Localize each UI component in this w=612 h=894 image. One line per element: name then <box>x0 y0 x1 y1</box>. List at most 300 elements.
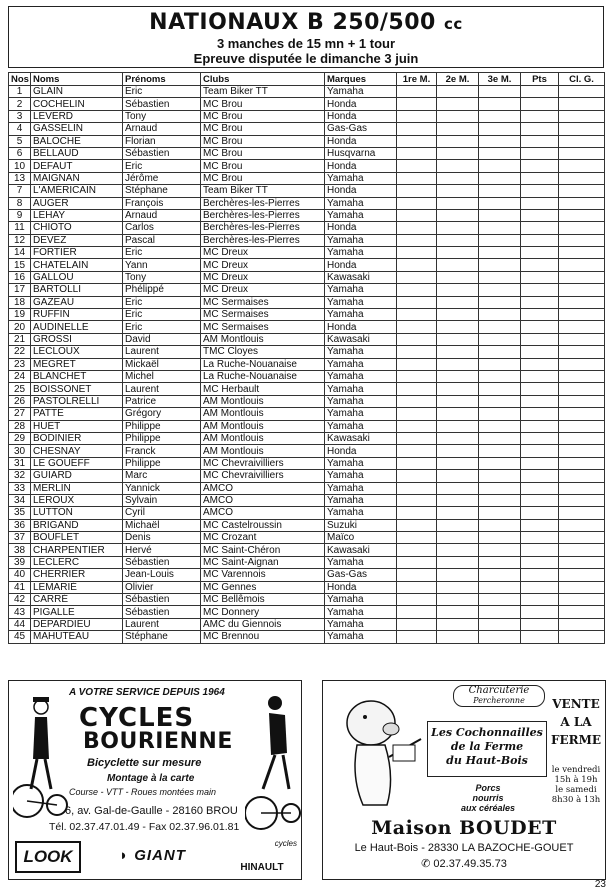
table-cell: L'AMÉRICAIN <box>31 185 123 197</box>
table-cell <box>559 259 605 271</box>
column-header: Marques <box>325 73 397 86</box>
table-cell: Yamaha <box>325 556 397 568</box>
table-cell: CARRÉ <box>31 594 123 606</box>
table-row <box>9 110 605 122</box>
table-cell <box>521 358 559 370</box>
table-cell: MC Brou <box>201 147 325 159</box>
table-cell <box>521 432 559 444</box>
hinault-logo <box>227 839 297 875</box>
table-cell: Yamaha <box>325 284 397 296</box>
table-cell <box>397 544 437 556</box>
page-title <box>9 11 603 36</box>
table-cell: 30 <box>9 445 31 457</box>
table-cell <box>559 247 605 259</box>
table-cell: Yamaha <box>325 618 397 630</box>
table-cell: AMCO <box>201 494 325 506</box>
hinault-logo-text: HINAULT <box>240 862 284 873</box>
table-cell <box>437 135 479 147</box>
table-cell: AM Montlouis <box>201 432 325 444</box>
table-cell <box>437 482 479 494</box>
table-cell <box>559 222 605 234</box>
table-cell <box>479 98 521 110</box>
table-cell: AM Montlouis <box>201 395 325 407</box>
table-cell: 4 <box>9 123 31 135</box>
table-cell: LUTTON <box>31 507 123 519</box>
table-cell <box>437 383 479 395</box>
table-cell <box>559 494 605 506</box>
table-cell <box>521 606 559 618</box>
table-cell <box>521 494 559 506</box>
table-cell: 14 <box>9 247 31 259</box>
table-cell <box>437 259 479 271</box>
table-cell: Phélippé <box>123 284 201 296</box>
table-cell: LEHAY <box>31 209 123 221</box>
table-cell <box>521 594 559 606</box>
table-cell <box>437 346 479 358</box>
table-cell: Yamaha <box>325 457 397 469</box>
table-cell: 23 <box>9 358 31 370</box>
table-cell <box>437 284 479 296</box>
table-cell: 44 <box>9 618 31 630</box>
table-cell <box>397 222 437 234</box>
table-cell: 13 <box>9 172 31 184</box>
table-cell: Gas-Gas <box>325 569 397 581</box>
pig-icon <box>329 687 429 811</box>
table-row <box>9 544 605 556</box>
table-cell <box>559 358 605 370</box>
table-cell: Honda <box>325 445 397 457</box>
table-row <box>9 259 605 271</box>
table-cell <box>397 284 437 296</box>
table-cell: 42 <box>9 594 31 606</box>
table-cell <box>437 197 479 209</box>
table-cell <box>397 110 437 122</box>
table-cell: MC Sermaises <box>201 321 325 333</box>
vintage-cyclist-icon <box>13 689 69 829</box>
table-cell <box>559 544 605 556</box>
table-cell <box>479 346 521 358</box>
table-cell: Eric <box>123 321 201 333</box>
table-cell <box>479 234 521 246</box>
table-row <box>9 135 605 147</box>
table-cell <box>397 569 437 581</box>
table-cell <box>437 98 479 110</box>
ad-phone: ✆ 02.37.49.35.73 <box>421 858 507 870</box>
table-cell <box>479 123 521 135</box>
table-cell: PATTE <box>31 408 123 420</box>
table-cell <box>521 420 559 432</box>
table-cell: Yamaha <box>325 507 397 519</box>
table-cell: 37 <box>9 532 31 544</box>
table-cell: BOISSONET <box>31 383 123 395</box>
table-cell <box>397 271 437 283</box>
table-cell <box>479 147 521 159</box>
table-cell <box>521 383 559 395</box>
column-header: Prénoms <box>123 73 201 86</box>
table-row <box>9 358 605 370</box>
table-row <box>9 519 605 531</box>
table-cell <box>521 197 559 209</box>
table-cell: Eric <box>123 86 201 98</box>
table-cell: 28 <box>9 420 31 432</box>
table-cell <box>437 470 479 482</box>
table-cell: 26 <box>9 395 31 407</box>
table-cell <box>559 185 605 197</box>
table-cell <box>437 457 479 469</box>
table-cell <box>437 581 479 593</box>
table-row <box>9 333 605 345</box>
table-cell: MC Gennes <box>201 581 325 593</box>
table-cell <box>479 135 521 147</box>
ad-product-line2: de la Ferme <box>450 740 524 753</box>
table-cell <box>559 296 605 308</box>
table-cell: AM Montlouis <box>201 408 325 420</box>
table-cell: Philippe <box>123 432 201 444</box>
table-cell <box>437 296 479 308</box>
table-row <box>9 420 605 432</box>
table-cell: MC Crozant <box>201 532 325 544</box>
table-cell <box>559 532 605 544</box>
ad-hours-line3: le samedi <box>555 785 597 795</box>
table-cell: RUFFIN <box>31 309 123 321</box>
table-cell: La Ruche-Nouanaise <box>201 370 325 382</box>
table-cell <box>437 321 479 333</box>
ad-porcs-text <box>443 783 533 813</box>
table-cell: AUDINELLE <box>31 321 123 333</box>
table-row <box>9 370 605 382</box>
table-cell: Honda <box>325 160 397 172</box>
table-cell <box>479 333 521 345</box>
table-cell: Yamaha <box>325 296 397 308</box>
table-cell: Hervé <box>123 544 201 556</box>
ad-product-box <box>427 721 547 777</box>
table-cell: 34 <box>9 494 31 506</box>
table-cell <box>437 185 479 197</box>
table-cell <box>559 172 605 184</box>
table-cell: Sébastien <box>123 556 201 568</box>
table-cell: Sylvain <box>123 494 201 506</box>
title-text: NATIONAUX B 250/500 <box>149 10 436 35</box>
table-cell <box>397 395 437 407</box>
table-cell: COCHELIN <box>31 98 123 110</box>
column-header: Noms <box>31 73 123 86</box>
table-cell: HUET <box>31 420 123 432</box>
table-cell <box>479 247 521 259</box>
ad-banner <box>453 685 545 707</box>
table-cell <box>437 358 479 370</box>
table-cell <box>559 135 605 147</box>
table-cell <box>521 569 559 581</box>
table-cell: 10 <box>9 160 31 172</box>
table-cell <box>559 309 605 321</box>
table-cell: 11 <box>9 222 31 234</box>
table-cell <box>397 494 437 506</box>
table-cell <box>479 309 521 321</box>
table-cell <box>559 333 605 345</box>
ad-phone: Tél. 02.37.47.01.49 - Fax 02.37.96.01.81 <box>49 821 240 833</box>
table-row <box>9 234 605 246</box>
table-cell: Denis <box>123 532 201 544</box>
table-cell: 9 <box>9 209 31 221</box>
table-cell: DEFAUT <box>31 160 123 172</box>
table-cell: Yamaha <box>325 346 397 358</box>
table-cell <box>479 209 521 221</box>
ad-shop-name-line2: BOURIENNE <box>83 729 233 754</box>
table-cell: Yamaha <box>325 234 397 246</box>
table-cell: BARTOLLI <box>31 284 123 296</box>
table-cell <box>397 86 437 98</box>
table-cell: 32 <box>9 470 31 482</box>
table-cell <box>437 110 479 122</box>
table-cell: BOUFLET <box>31 532 123 544</box>
ad-vente-line2: A LA <box>560 715 592 729</box>
table-cell: 2 <box>9 98 31 110</box>
table-cell: 41 <box>9 581 31 593</box>
table-cell: Kawasaki <box>325 333 397 345</box>
table-cell <box>397 445 437 457</box>
table-cell: 38 <box>9 544 31 556</box>
table-cell <box>437 606 479 618</box>
table-cell <box>521 457 559 469</box>
table-cell <box>479 482 521 494</box>
table-cell <box>479 631 521 643</box>
table-row <box>9 445 605 457</box>
table-cell <box>397 98 437 110</box>
table-cell: AUGER <box>31 197 123 209</box>
table-cell: Yamaha <box>325 197 397 209</box>
table-row <box>9 556 605 568</box>
table-cell <box>479 532 521 544</box>
table-cell <box>479 408 521 420</box>
table-cell: Yamaha <box>325 594 397 606</box>
table-cell <box>397 408 437 420</box>
table-cell: Yamaha <box>325 209 397 221</box>
table-cell: Yamaha <box>325 395 397 407</box>
table-row <box>9 470 605 482</box>
ad-hours-line2: 15h à 19h <box>554 775 598 785</box>
table-cell <box>521 222 559 234</box>
page-number: 23 <box>594 879 606 890</box>
table-cell <box>437 86 479 98</box>
ad-porcs-line3: aux céréales <box>460 803 516 813</box>
table-row <box>9 606 605 618</box>
table-row <box>9 631 605 643</box>
table-cell <box>521 507 559 519</box>
table-cell: 40 <box>9 569 31 581</box>
table-row <box>9 594 605 606</box>
table-cell <box>559 160 605 172</box>
table-cell: CHESNAY <box>31 445 123 457</box>
table-cell <box>521 482 559 494</box>
page-subtitle-date: Epreuve disputée le dimanche 3 juin <box>193 51 419 66</box>
table-row <box>9 581 605 593</box>
table-cell <box>559 556 605 568</box>
table-cell <box>397 457 437 469</box>
table-cell <box>521 556 559 568</box>
table-cell <box>521 519 559 531</box>
table-cell <box>479 358 521 370</box>
table-cell <box>479 383 521 395</box>
table-cell: Carlos <box>123 222 201 234</box>
table-cell: Jean-Louis <box>123 569 201 581</box>
table-cell <box>437 147 479 159</box>
table-cell <box>521 445 559 457</box>
table-cell <box>479 594 521 606</box>
table-cell: Yamaha <box>325 383 397 395</box>
table-cell: 15 <box>9 259 31 271</box>
ad-business-name: Maison BOUDET <box>371 817 557 839</box>
table-cell <box>437 395 479 407</box>
table-cell <box>559 594 605 606</box>
column-header: 3e M. <box>479 73 521 86</box>
table-cell: AM Montlouis <box>201 333 325 345</box>
ad-address: 6, av. Gal-de-Gaulle - 28160 BROU <box>65 805 238 817</box>
table-cell: Marc <box>123 470 201 482</box>
table-row <box>9 284 605 296</box>
table-cell <box>479 519 521 531</box>
table-cell: MC Bellêmois <box>201 594 325 606</box>
table-row <box>9 321 605 333</box>
table-cell: 45 <box>9 631 31 643</box>
giant-logo <box>119 847 186 864</box>
table-cell: GAZEAU <box>31 296 123 308</box>
table-cell <box>479 86 521 98</box>
page-subtitle: 3 manches de 15 mn + 1 tour <box>216 36 396 51</box>
table-cell <box>559 197 605 209</box>
table-cell: Yamaha <box>325 247 397 259</box>
table-header-row <box>9 73 605 86</box>
ad-hours-line4: 8h30 à 13h <box>551 795 601 805</box>
table-cell: Laurent <box>123 346 201 358</box>
table-cell: 8 <box>9 197 31 209</box>
table-row <box>9 346 605 358</box>
table-cell <box>559 631 605 643</box>
table-cell: 29 <box>9 432 31 444</box>
ad-vente-line3: FERME <box>550 733 602 747</box>
table-cell: Mickaël <box>123 358 201 370</box>
table-cell <box>559 519 605 531</box>
table-cell: Yamaha <box>325 86 397 98</box>
table-cell: Yamaha <box>325 494 397 506</box>
table-cell <box>437 631 479 643</box>
table-cell: 43 <box>9 606 31 618</box>
table-cell: BODINIER <box>31 432 123 444</box>
table-row <box>9 98 605 110</box>
table-cell <box>521 284 559 296</box>
table-cell <box>479 556 521 568</box>
table-cell: MEGRET <box>31 358 123 370</box>
table-cell: Sébastien <box>123 606 201 618</box>
table-cell: 31 <box>9 457 31 469</box>
table-cell <box>397 147 437 159</box>
table-cell: MAHUTEAU <box>31 631 123 643</box>
table-cell <box>397 618 437 630</box>
table-cell: MC Chevraivilliers <box>201 470 325 482</box>
table-cell: 33 <box>9 482 31 494</box>
table-cell <box>397 197 437 209</box>
table-cell <box>559 457 605 469</box>
table-cell: Arnaud <box>123 209 201 221</box>
table-cell: David <box>123 333 201 345</box>
table-cell <box>559 321 605 333</box>
table-cell <box>521 631 559 643</box>
ad-maison-boudet <box>322 680 606 880</box>
table-cell: Suzuki <box>325 519 397 531</box>
table-cell: MC Sermaises <box>201 296 325 308</box>
table-row <box>9 395 605 407</box>
table-cell <box>479 445 521 457</box>
table-cell: LEROUX <box>31 494 123 506</box>
table-cell: MC Herbault <box>201 383 325 395</box>
table-cell: Tony <box>123 271 201 283</box>
table-cell <box>479 507 521 519</box>
table-cell: Philippe <box>123 457 201 469</box>
table-cell: Gas-Gas <box>325 123 397 135</box>
table-cell <box>437 234 479 246</box>
table-cell: 21 <box>9 333 31 345</box>
table-cell <box>559 271 605 283</box>
table-cell <box>437 544 479 556</box>
table-cell: Olivier <box>123 581 201 593</box>
table-row <box>9 172 605 184</box>
table-cell: MC Saint-Chéron <box>201 544 325 556</box>
table-cell: Tony <box>123 110 201 122</box>
table-cell <box>397 383 437 395</box>
table-cell: CHIOTO <box>31 222 123 234</box>
table-cell: 5 <box>9 135 31 147</box>
table-cell: 22 <box>9 346 31 358</box>
table-cell <box>397 594 437 606</box>
table-cell <box>479 432 521 444</box>
table-cell <box>397 160 437 172</box>
table-cell <box>521 408 559 420</box>
table-cell: Florian <box>123 135 201 147</box>
table-row <box>9 271 605 283</box>
giant-logo-text: GIANT <box>134 847 186 864</box>
table-cell <box>521 209 559 221</box>
table-cell: MC Dreux <box>201 247 325 259</box>
table-cell <box>397 259 437 271</box>
table-cell <box>397 470 437 482</box>
table-row <box>9 494 605 506</box>
table-cell: 16 <box>9 271 31 283</box>
table-cell: GLAIN <box>31 86 123 98</box>
table-cell <box>521 544 559 556</box>
table-row <box>9 86 605 98</box>
table-cell: BELLAUD <box>31 147 123 159</box>
table-cell: Kawasaki <box>325 432 397 444</box>
table-cell: 36 <box>9 519 31 531</box>
column-header: Clubs <box>201 73 325 86</box>
table-cell: DEPARDIEU <box>31 618 123 630</box>
table-cell: MC Castelroussin <box>201 519 325 531</box>
ad-product-line3: du Haut-Bois <box>446 754 528 767</box>
table-cell: GUIARD <box>31 470 123 482</box>
table-cell: BRIGAND <box>31 519 123 531</box>
column-header: 1re M. <box>397 73 437 86</box>
table-cell: MC Brou <box>201 135 325 147</box>
table-cell: Berchères-les-Pierres <box>201 234 325 246</box>
table-cell: MAIGNAN <box>31 172 123 184</box>
table-cell <box>397 519 437 531</box>
table-cell: Berchères-les-Pierres <box>201 222 325 234</box>
table-cell <box>437 408 479 420</box>
table-cell: 7 <box>9 185 31 197</box>
table-cell <box>521 234 559 246</box>
table-cell: Honda <box>325 259 397 271</box>
table-cell: AMCO <box>201 507 325 519</box>
ad-shop-name-line1: CYCLES <box>79 703 195 733</box>
